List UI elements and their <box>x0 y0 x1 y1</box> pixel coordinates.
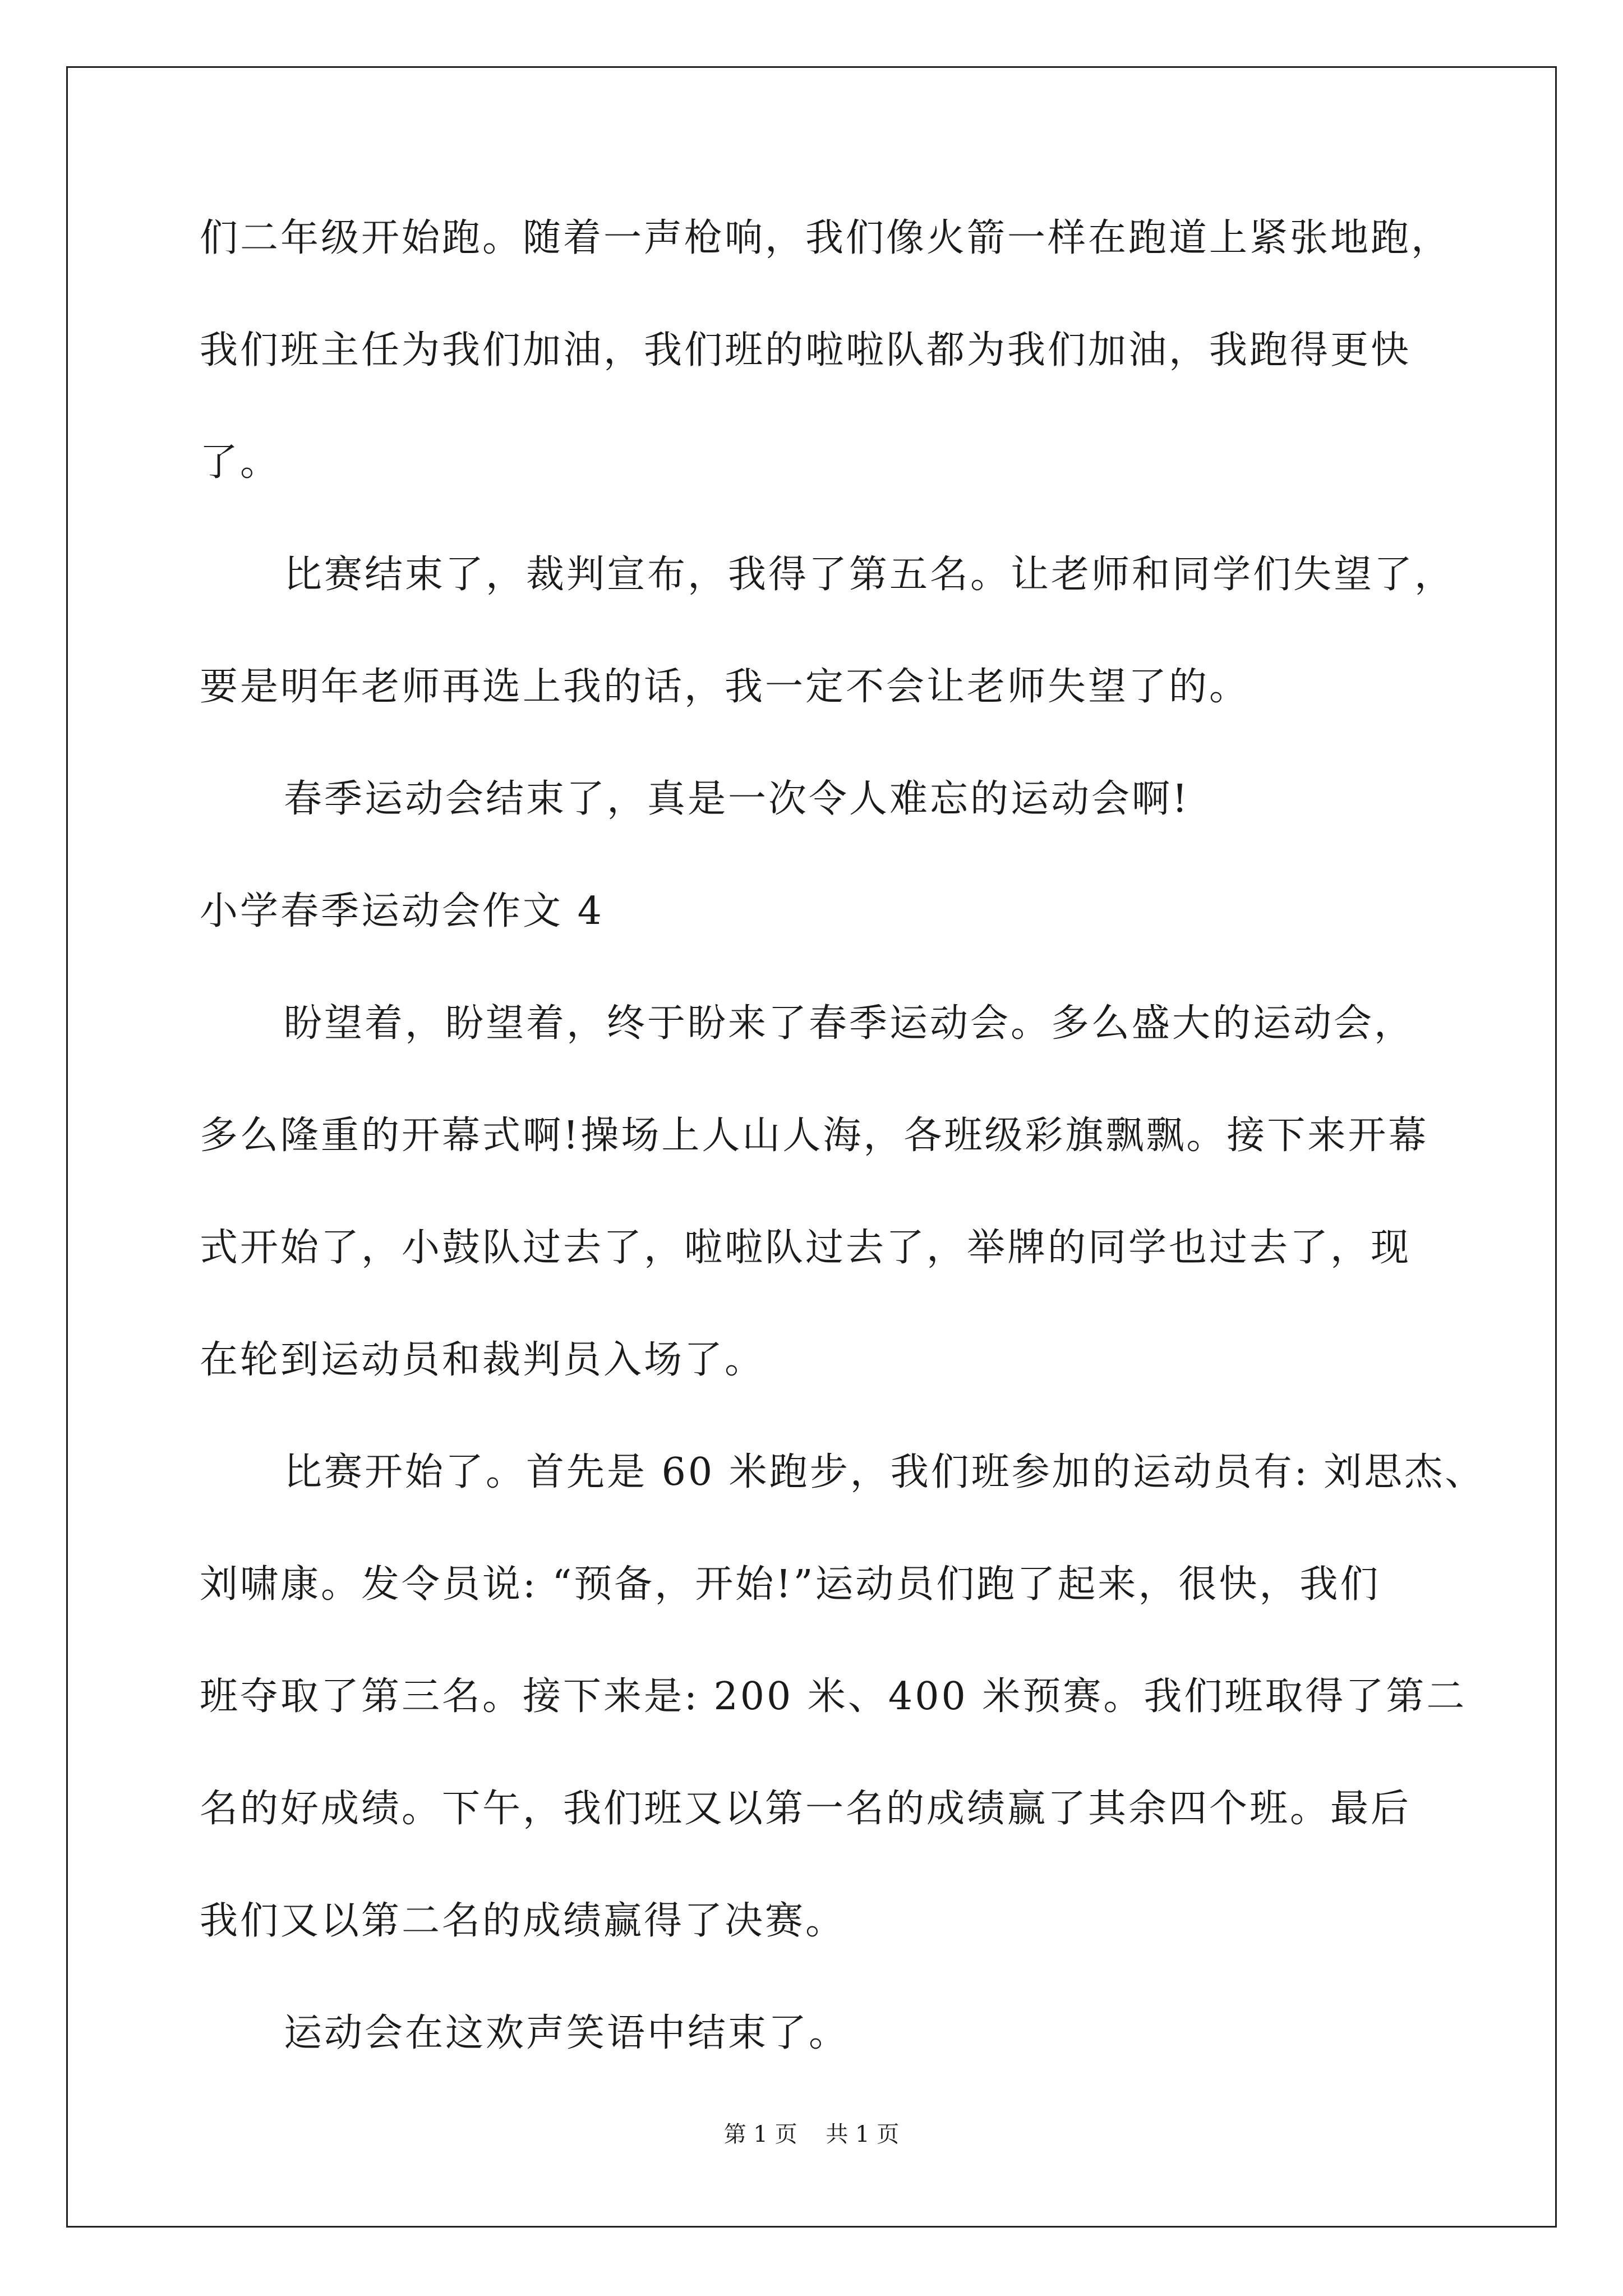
text-line: 比赛开始了。首先是 60 米跑步，我们班参加的运动员有: 刘思杰、 <box>284 1450 1486 1494</box>
text-line: 春季运动会结束了，真是一次令人难忘的运动会啊! <box>284 777 1190 821</box>
text-line: 盼望着，盼望着，终于盼来了春季运动会。多么盛大的运动会， <box>284 1001 1415 1046</box>
text-line: 在轮到运动员和裁判员入场了。 <box>200 1338 766 1382</box>
text-line: 了。 <box>200 440 281 485</box>
text-line: 多么隆重的开幕式啊!操场上人山人海，各班级彩旗飘飘。接下来开幕 <box>200 1114 1429 1158</box>
section-heading: 小学春季运动会作文 4 <box>200 889 604 933</box>
text-line: 刘啸康。发令员说: “预备，开始!”运动员们跑了起来，很快，我们 <box>200 1562 1381 1607</box>
text-line: 们二年级开始跑。随着一声枪响，我们像火箭一样在跑道上紧张地跑， <box>200 216 1452 260</box>
text-line: 我们班主任为我们加油，我们班的啦啦队都为我们加油，我跑得更快 <box>200 328 1412 372</box>
text-line: 运动会在这欢声笑语中结束了。 <box>284 2011 850 2055</box>
document-body <box>200 202 1486 2109</box>
text-line: 比赛结束了，裁判宣布，我得了第五名。让老师和同学们失望了， <box>284 553 1455 597</box>
text-line: 式开始了，小鼓队过去了，啦啦队过去了，举牌的同学也过去了，现 <box>200 1226 1412 1270</box>
text-line: 要是明年老师再选上我的话，我一定不会让老师失望了的。 <box>200 665 1250 709</box>
text-line: 名的好成绩。下午，我们班又以第一名的成绩赢了其余四个班。最后 <box>200 1787 1412 1831</box>
text-line: 班夺取了第三名。接下来是: 200 米、400 米预赛。我们班取得了第二 <box>200 1674 1467 1719</box>
page-footer: 第 1 页 共 1 页 <box>723 2122 900 2147</box>
text-line: 我们又以第二名的成绩赢得了决赛。 <box>200 1899 846 1943</box>
